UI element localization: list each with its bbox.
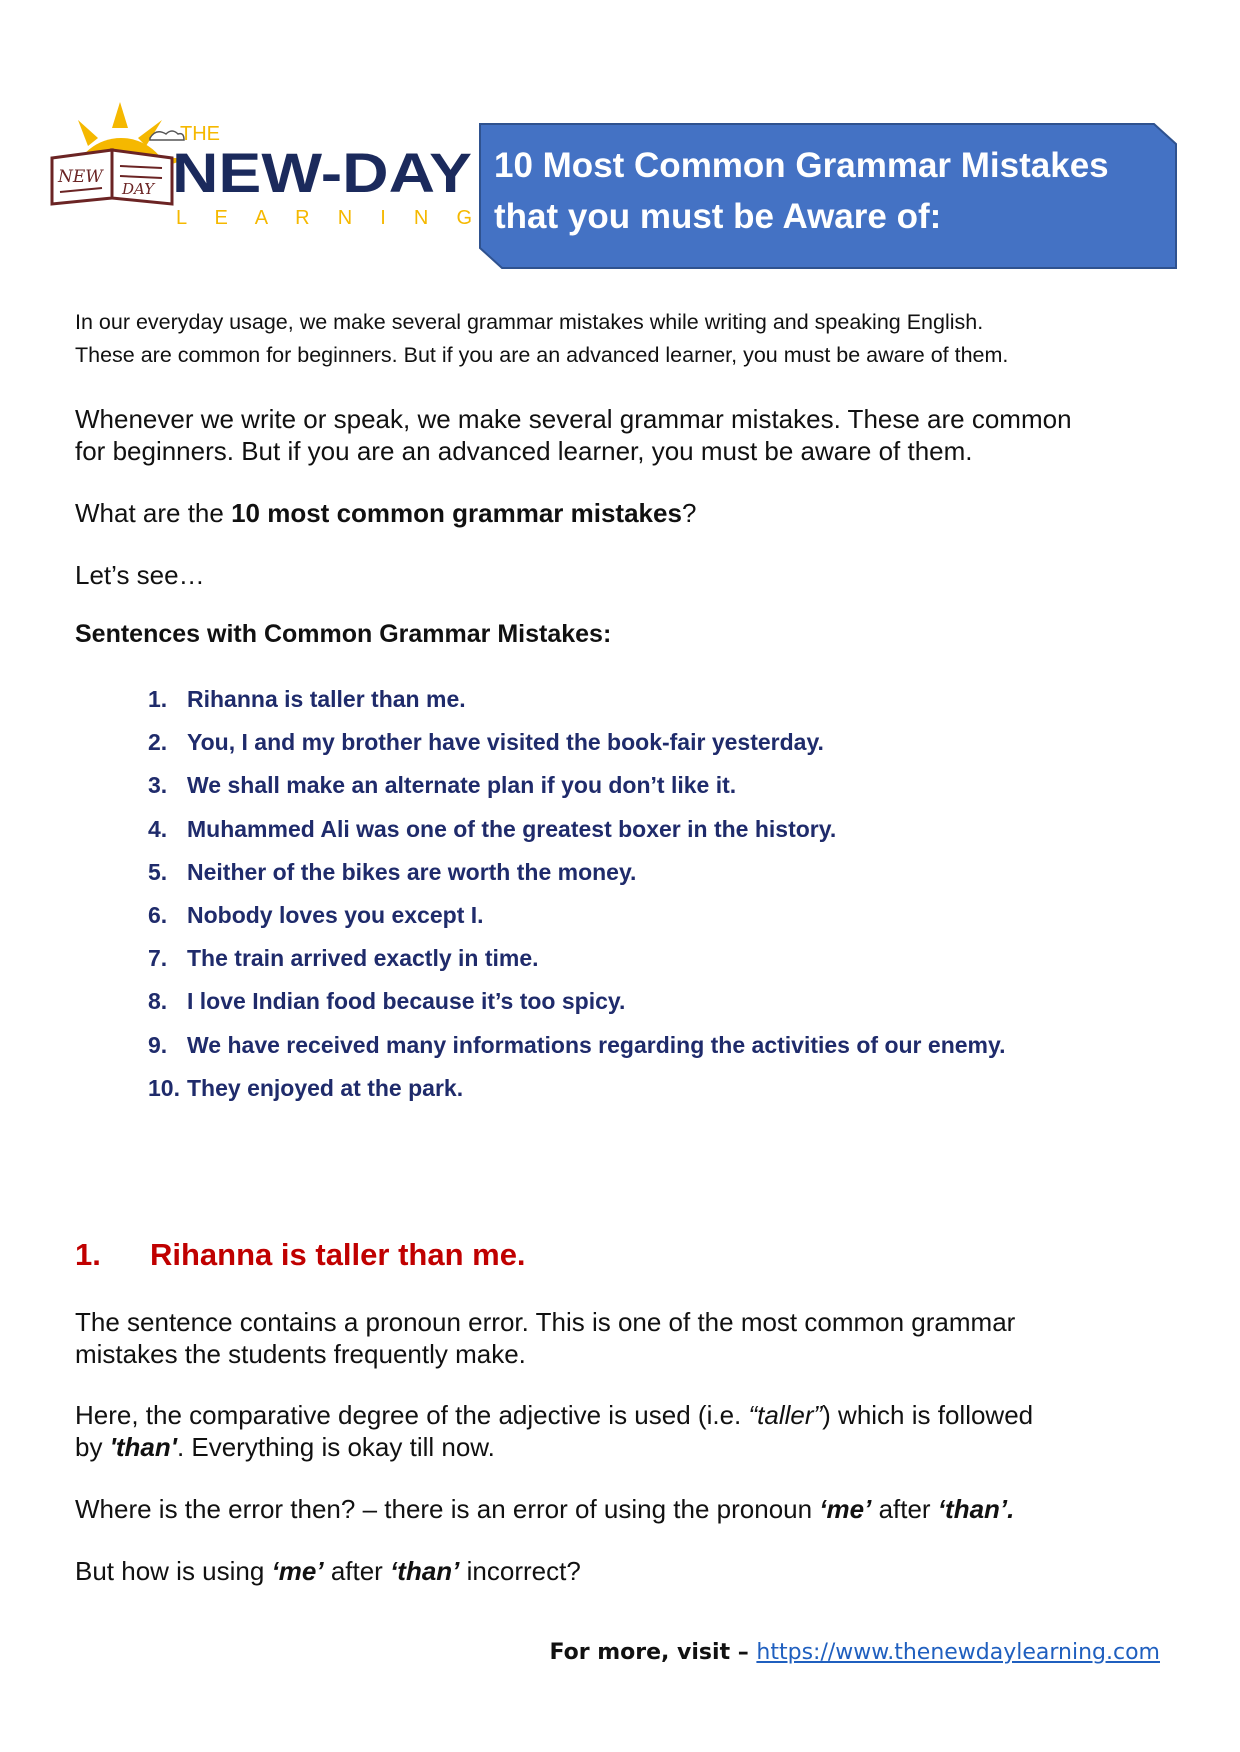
list-item-number: 8.: [148, 988, 168, 1015]
list-item: [148, 1073, 1148, 1116]
list-item-text: They enjoyed at the park.: [187, 1074, 464, 1101]
overview-line-2: for beginners. But if you are an advanced learner, you must be aware of them.: [75, 436, 973, 466]
section-1-paragraph-4: But how is using ‘me’ after ‘than’ incorrect?: [75, 1556, 581, 1586]
svg-text:DAY: DAY: [122, 180, 155, 198]
section-1-p1-line-2: mistakes the students frequently make.: [75, 1339, 526, 1369]
list-item-number: 9.: [148, 1031, 168, 1058]
section-1-title: Rihanna is taller than me.: [150, 1237, 526, 1272]
section-1-paragraph-1: [75, 1306, 1185, 1370]
list-item: [148, 857, 1148, 900]
list-item-number: 2.: [148, 729, 168, 756]
list-item-number: 1.: [148, 686, 168, 712]
list-item-text: We shall make an alternate plan if you don’t like it.: [187, 772, 737, 799]
list-item: [148, 986, 1148, 1029]
list-item: [148, 684, 1148, 727]
title-line-1: 10 Most Common Grammar Mistakes: [494, 146, 1109, 185]
list-item-text: Muhammed Ali was one of the greatest boxer in the history.: [187, 815, 837, 842]
list-item: [148, 900, 1148, 943]
overview-line-1: Whenever we write or speak, we make several grammar mistakes. These are common: [75, 404, 1072, 434]
section-1-paragraph-3: Where is the error then? – there is an error of using the pronoun ‘me’ after ‘than’.: [75, 1494, 1015, 1524]
list-item-number: 4.: [148, 815, 168, 842]
list-item-text: I love Indian food because it’s too spicy.: [187, 988, 626, 1015]
list-item-text: We have received many informations regarding the activities of our enemy.: [187, 1031, 1006, 1058]
list-item: [148, 727, 1148, 770]
intro-line-2: These are common for beginners. But if you are an advanced learner, you must be aware of them.: [75, 343, 1009, 367]
list-item: [148, 770, 1148, 813]
mistakes-heading: Sentences with Common Grammar Mistakes:: [75, 620, 612, 648]
cloud-icon: [150, 131, 184, 140]
svg-text:THE: THE: [180, 123, 220, 145]
title-line-2: that you must be Aware of:: [494, 197, 942, 236]
footer: [549, 1640, 1160, 1665]
overview-paragraph: [75, 403, 1185, 467]
list-item-number: 7.: [148, 945, 168, 972]
section-1-p2-line-1: Here, the comparative degree of the adjective is used (i.e. “taller”) which is followed: [75, 1400, 1034, 1430]
list-item-text: The train arrived exactly in time.: [187, 945, 539, 972]
svg-text:L E A R N I N G: L E A R N I N G: [176, 207, 472, 229]
list-item-number: 6.: [148, 901, 168, 928]
website-link[interactable]: https://www.thenewdaylearning.com: [756, 1640, 1160, 1665]
section-1-paragraph-2: [75, 1399, 1185, 1463]
lets-see-text: Let’s see…: [75, 560, 205, 590]
section-1-p1-line-1: The sentence contains a pronoun error. This is one of the most common grammar: [75, 1307, 1016, 1337]
list-item-number: 5.: [148, 858, 168, 885]
list-item: [148, 814, 1148, 857]
list-item-text: Neither of the bikes are worth the money.: [187, 858, 637, 885]
question-mark: ?: [681, 498, 697, 528]
intro-paragraph: [75, 306, 1185, 372]
section-1-p2-line-2: by 'than'. Everything is okay till now.: [75, 1432, 495, 1462]
list-item: [148, 1030, 1148, 1073]
question-text: What are the: [75, 498, 232, 528]
list-item-text: Rihanna is taller than me.: [187, 686, 466, 712]
svg-text:NEW: NEW: [58, 167, 103, 187]
open-book-icon: [52, 150, 172, 204]
footer-label: For more, visit –: [549, 1640, 757, 1665]
list-item-number: 3.: [148, 772, 168, 799]
intro-line-1: In our everyday usage, we make several grammar mistakes while writing and speaking English.: [75, 310, 984, 334]
page-title: [494, 140, 1174, 242]
svg-text:NEW-DAY: NEW-DAY: [172, 141, 472, 204]
section-1-number: 1.: [75, 1237, 101, 1272]
list-item-text: You, I and my brother have visited the book-fair yesterday.: [187, 729, 824, 756]
question-paragraph: [75, 497, 1185, 529]
list-item-number: 10.: [148, 1074, 180, 1101]
section-1-heading: [75, 1237, 526, 1273]
new-day-learning-logo: [50, 100, 480, 240]
list-item: [148, 943, 1148, 986]
list-item-text: Nobody loves you except I.: [187, 901, 484, 928]
mistakes-list: [148, 684, 1148, 1116]
question-bold: 10 most common grammar mistakes: [231, 498, 682, 528]
